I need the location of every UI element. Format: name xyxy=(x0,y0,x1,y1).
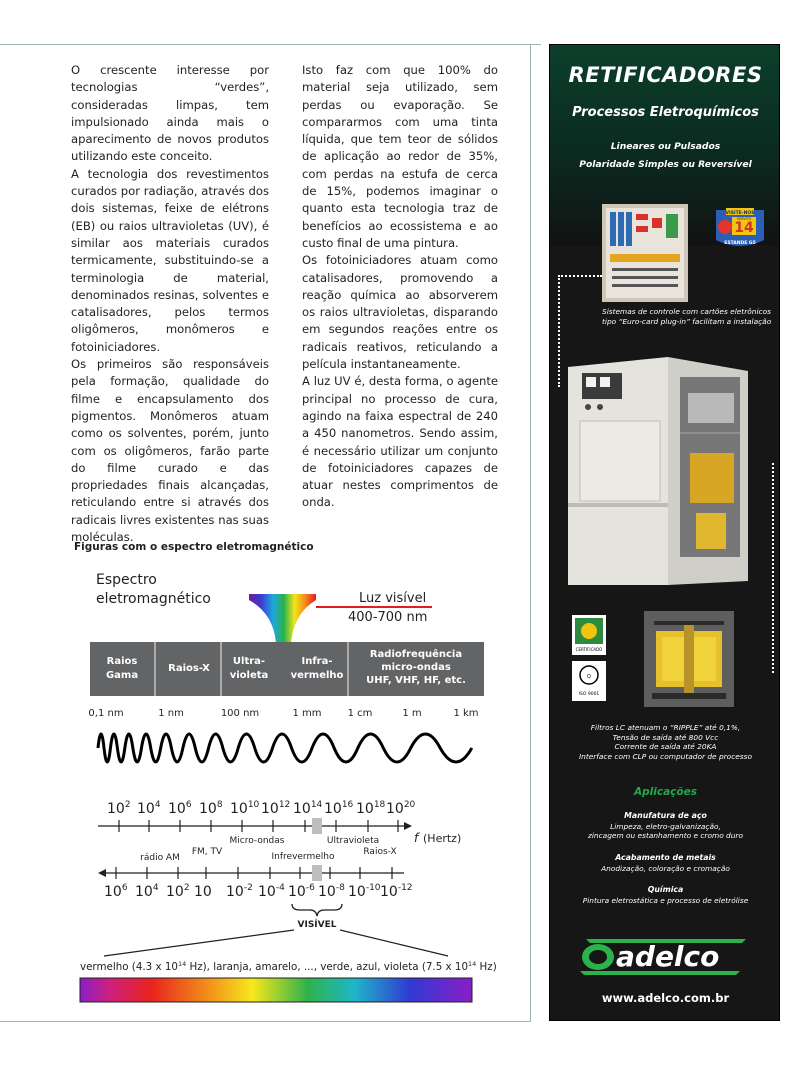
filter-specs xyxy=(550,723,780,761)
band-ir-line2: vermelho xyxy=(290,670,344,681)
frame-top-line xyxy=(0,44,541,45)
visible-marker-bottom xyxy=(312,865,322,881)
badge-bottom-text: ESTANDE G5 xyxy=(724,241,756,246)
wavelength-tick-label: 100 nm xyxy=(220,708,260,719)
frequency-label: $10^{18}$ xyxy=(356,800,386,817)
wavelength-tick-label: 0,1 nm xyxy=(88,708,124,719)
visible-word: VISÍVEL xyxy=(297,920,337,930)
applications-title: Aplicações xyxy=(634,786,697,798)
wavelength-exponent-labels xyxy=(104,883,413,900)
ad-tagline-2: Polaridade Simples ou Reversível xyxy=(579,159,752,170)
visible-brace xyxy=(292,904,342,916)
application-heading: Manufatura de aço xyxy=(624,811,707,820)
paragraph: Isto faz com que 100% do material seja utilizado, sem perdas ou evaporação. Se compararmos com uma tinta líquida, que tem teor de sólidos de aplicação ao redor de 35%, com perdas na estufa de cerca de 15%, podemos imaginar o quanto esta tecnologia traz de benefícios ao ecossistema e ao custo final de uma pintura. xyxy=(302,63,498,250)
wavelength-scale-label: 10 xyxy=(194,884,212,900)
application-heading: Acabamento de metais xyxy=(615,853,716,862)
frame-bottom-line xyxy=(0,1021,531,1022)
frequency-label: $10^{10}$ xyxy=(230,800,260,817)
application-heading: Química xyxy=(647,885,684,894)
label-ultravioleta: Ultravioleta xyxy=(326,836,380,846)
wavelength-scale-label: $10^{-4}$ xyxy=(258,883,285,900)
wavelength-scale-label: $10^{-12}$ xyxy=(380,883,413,900)
visible-spectrum-bar xyxy=(80,978,472,1002)
article-right-column xyxy=(302,62,498,512)
ad-subtitle: Processos Eletroquímicos xyxy=(572,105,759,120)
wavelength-scale-label: $10^{-2}$ xyxy=(226,883,253,900)
band-gamma-line2: Gama xyxy=(105,670,139,681)
ad-tagline-1: Lineares ou Pulsados xyxy=(610,141,721,152)
badge-number: 14 xyxy=(734,220,754,236)
svg-text:CERTIFICADO: CERTIFICADO xyxy=(575,647,603,652)
wavelength-tick-label: 1 nm xyxy=(158,708,184,719)
application-body: Pintura eletrostática e processo de eletrólise xyxy=(582,896,749,905)
wavelength-tick-label: 1 km xyxy=(453,708,479,719)
band-gamma-line1: Raios xyxy=(106,656,138,667)
spec-line: Interface com CLP ou computador de processo xyxy=(578,751,753,761)
band-ir-line1: Infra- xyxy=(301,656,333,667)
brand-name: adelco xyxy=(616,940,720,973)
paragraph: A luz UV é, desta forma, o agente principal no processo de cura, agindo na faixa espectral de 240 a 450 nanometros. Sendo assim, é necessário utilizar um conjunto de fotoiniciadores capazes de atuar nestes comprimentos de onda. xyxy=(302,374,498,510)
visible-light-label: Luz visível xyxy=(359,591,427,606)
visible-light-range: 400-700 nm xyxy=(348,610,428,625)
band-uv-line2: violeta xyxy=(229,670,269,681)
adelco-advertisement xyxy=(549,44,780,1021)
wavelength-axis-arrow xyxy=(98,869,106,877)
frequency-label: $10^{16}$ xyxy=(324,800,354,817)
badge-word: SERVITS xyxy=(736,217,752,221)
frame-right-line xyxy=(530,44,531,1022)
wavelength-scale-label: $10^{-8}$ xyxy=(318,883,345,900)
svg-text:Q: Q xyxy=(587,674,591,680)
figure-caption: Figuras com o espectro eletromagnético xyxy=(74,541,314,553)
frequency-label: $10^4$ xyxy=(137,800,161,817)
frequency-axis-arrow xyxy=(404,822,412,830)
band-xray: Raios-X xyxy=(168,663,210,674)
frequency-label: $10^{14}$ xyxy=(293,800,323,817)
frequency-label: $10^6$ xyxy=(168,800,192,817)
label-infravermelho: Infrevermelho xyxy=(271,852,335,862)
cert-logo-2 xyxy=(572,661,606,701)
label-radio-am: rádio AM xyxy=(140,853,180,863)
frequency-label: $10^{12}$ xyxy=(261,800,291,817)
frequency-exponent-labels xyxy=(107,800,416,817)
wavelength-tick-label: 1 cm xyxy=(347,708,373,719)
event-badge xyxy=(712,206,768,250)
spec-line: Tensão de saída até 800 Vcc xyxy=(612,732,719,742)
band-uv-line1: Ultra- xyxy=(232,656,266,667)
paragraph: Os fotoiniciadores atuam como catalisadores, promovendo a reação química ao absorverem os raios ultravioletas, disparando em segundos reações entre os radicais reativos, reticulando a película instantaneamente. xyxy=(302,253,498,372)
spec-line: Filtros LC atenuam o “RIPPLE” até 0,1%, xyxy=(590,723,741,732)
cert-logo-1 xyxy=(572,615,606,655)
ad-title: RETIFICADORES xyxy=(568,63,763,87)
application-body: Limpeza, eletro-galvanização, zincagem ou estanhamento e cromo duro xyxy=(588,822,743,841)
spectrum-title-line1: Espectro xyxy=(96,572,157,588)
website-url[interactable]: www.adelco.com.br xyxy=(601,991,730,1005)
frequency-symbol: f xyxy=(414,831,419,845)
wavelength-scale-label: $10^4$ xyxy=(135,883,159,900)
wavelength-scale-label: $10^{-10}$ xyxy=(348,883,381,900)
adelco-logo xyxy=(576,931,756,981)
frequency-label: $10^2$ xyxy=(107,800,131,817)
spectrum-figure xyxy=(0,560,530,1020)
frequency-label: $10^8$ xyxy=(199,800,223,817)
wavelength-scale-label: $10^6$ xyxy=(104,883,128,900)
wavelength-tick-label: 1 m xyxy=(402,708,422,719)
paragraph: A tecnologia dos revestimentos curados por radiação, através dos dois sistemas, feixe de elétrons (EB) ou raios ultravioletas (UV), é similar aos materiais curados termicamente, substituindo-se a terminologia de material, denominados resinas, solventes e catalisadores, pelos termos oligômeros, monômeros e fotoiniciadores. xyxy=(71,166,269,354)
label-fm-tv: FM, TV xyxy=(191,847,223,857)
frequency-unit: (Hertz) xyxy=(423,832,462,845)
spec-line: Corrente de saída até 20KA xyxy=(614,742,717,752)
spectrum-diagram xyxy=(0,560,530,1020)
spectrum-title-line2: eletromagnético xyxy=(96,591,211,607)
control-cabinet-photo xyxy=(602,204,688,302)
band-radio-line3: UHF, VHF, HF, etc. xyxy=(366,675,466,686)
rectifier-cabinet-photo xyxy=(560,353,760,593)
band-radio-line1: Radiofrequência xyxy=(369,649,463,660)
filter-transformer-photo xyxy=(644,611,734,707)
visible-marker-top xyxy=(312,818,322,834)
paragraph: O crescente interesse por tecnologias “verdes”, consideradas limpas, tem impulsionado ainda mais o aparecimento de novos produtos utilizando este conceito. xyxy=(71,63,269,164)
paragraph: Os primeiros são responsáveis pela formação, qualidade do filme e encapsulamento dos pigmentos. Monômeros atuam como os solventes, porém, junto com os oligômeros, farão parte do filme curado e das propriedades finais alcançadas, reticulando entre si através dos radicais livres existentes nas suas moléculas. xyxy=(71,357,269,545)
caption-control-cards: Sistemas de controle com cartões eletrônicos tipo “Euro-card plug-in” facilitam a instalação xyxy=(602,307,772,326)
label-micro-ondas: Micro-ondas xyxy=(229,836,285,846)
wavelength-tick-label: 1 mm xyxy=(292,708,322,719)
wavelength-scale-label: $10^2$ xyxy=(166,883,190,900)
wave-illustration xyxy=(98,734,472,762)
svg-text:ISO 9001: ISO 9001 xyxy=(578,692,600,697)
wavelength-ticks xyxy=(88,708,478,719)
frequency-label: $10^{20}$ xyxy=(386,800,416,817)
badge-top-text: VISITE-NOS xyxy=(725,211,755,216)
wavelength-scale-label: $10^{-6}$ xyxy=(288,883,315,900)
color-sentence: vermelho (4.3 x $10^{14}$ Hz), laranja, amarelo, ..., verde, azul, violeta (7.5 x $10^{14}$ Hz) xyxy=(80,960,497,973)
article-left-column xyxy=(71,62,269,546)
label-raios-x: Raios-X xyxy=(363,847,397,857)
band-radio-line2: micro-ondas xyxy=(381,662,451,673)
application-body: Anodização, coloração e cromação xyxy=(601,864,730,873)
